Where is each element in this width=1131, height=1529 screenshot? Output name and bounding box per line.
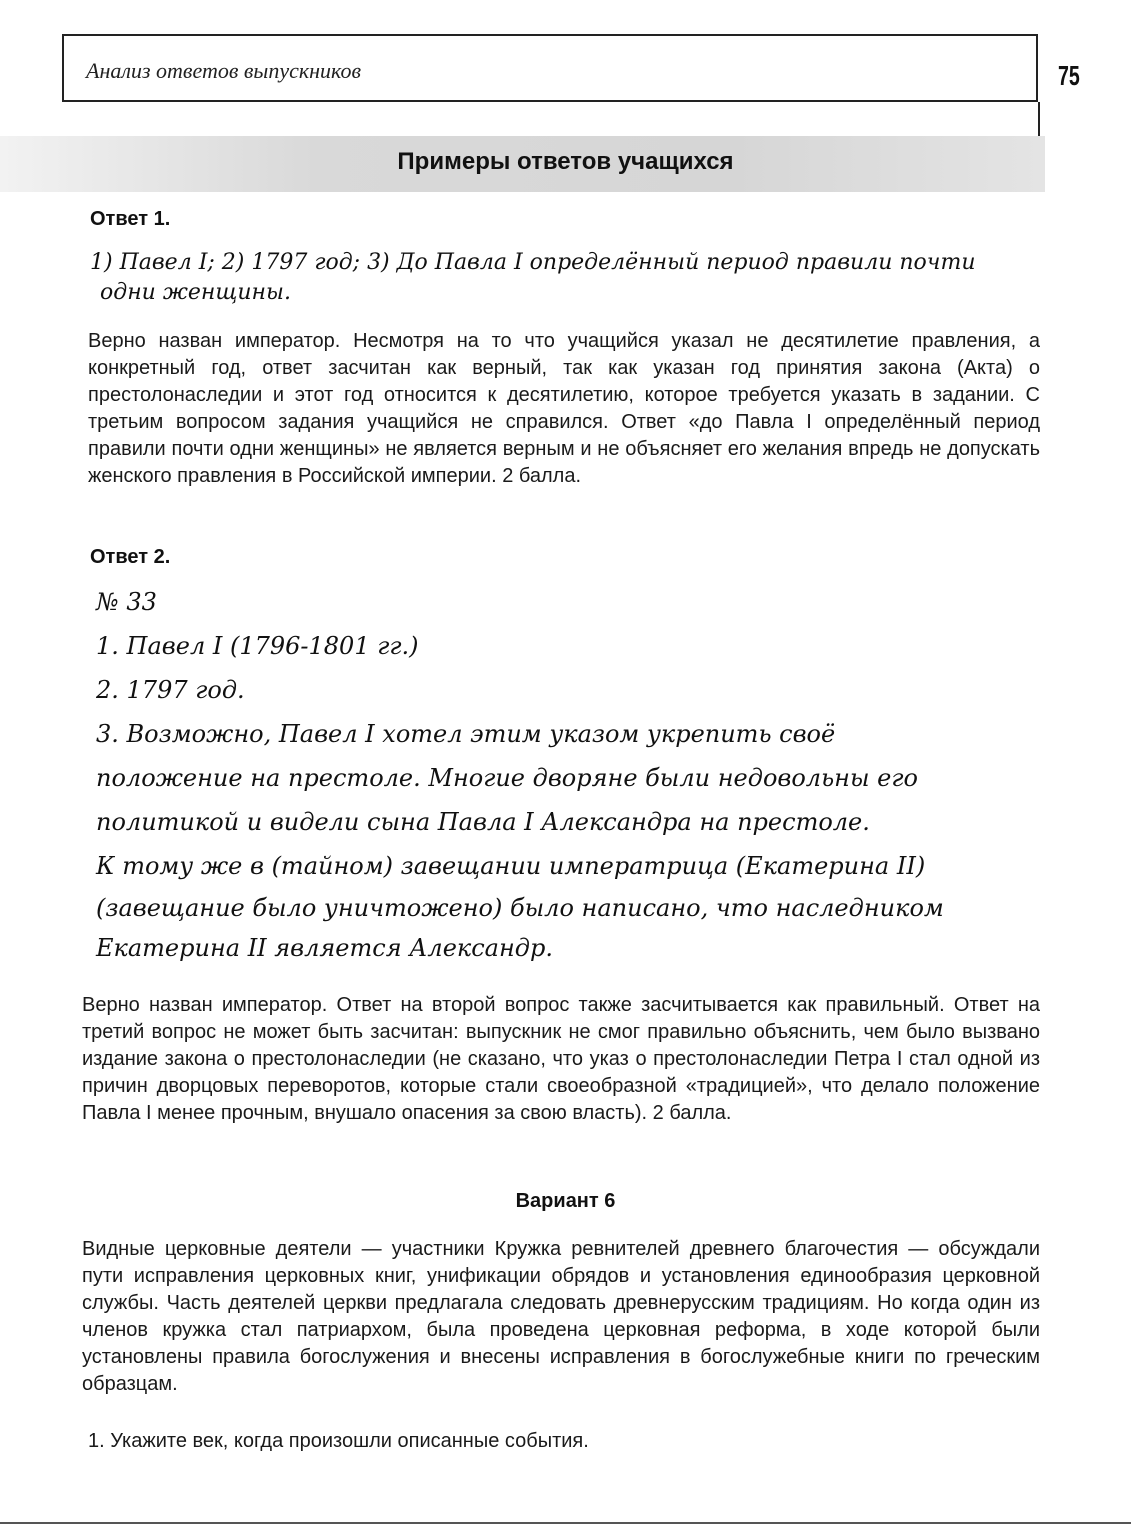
task-item-1: 1. Укажите век, когда произошли описанные события.	[88, 1430, 589, 1452]
bottom-rule	[0, 1522, 1131, 1524]
answer-2-handwriting-line-7: К тому же в (тайном) завещании императрица (Екатерина II)	[96, 852, 926, 880]
answer-1-handwriting-line-2: одни женщины.	[100, 280, 291, 305]
answer-2-handwriting-line-8: (завещание было уничтожено) было написано, что наследником	[96, 894, 944, 922]
answer-2-handwriting-line-1: № 33	[96, 588, 157, 616]
answer-1-label: Ответ 1.	[90, 208, 171, 230]
variant-title: Вариант 6	[515, 1190, 616, 1212]
answer-2-handwriting-line-4: 3. Возможно, Павел I хотел этим указом укрепить своё	[96, 720, 836, 748]
answer-1-handwriting-line-1: 1) Павел I; 2) 1797 год; 3) До Павла I определённый период правили почти	[90, 250, 976, 275]
answer-2-handwriting-line-3: 2. 1797 год.	[96, 676, 245, 704]
answer-2-label: Ответ 2.	[90, 546, 171, 568]
answer-2-handwriting-line-6: политикой и видели сына Павла I Александра на престоле.	[96, 808, 870, 836]
section-title: Примеры ответов учащихся	[397, 148, 734, 175]
answer-2-handwriting-line-5: положение на престоле. Многие дворяне были недовольны его	[96, 764, 918, 792]
running-header	[62, 34, 1038, 102]
answer-2-handwriting-line-2: 1. Павел I (1796-1801 гг.)	[96, 632, 419, 660]
answer-1-comment: Верно назван император. Несмотря на то что учащийся указал не десятилетие правления, а конкретный год, ответ засчитан как верный, так как указан год принятия закона (Акта) о престолонаследии и этот год относится к десятилетию, которое требуется указать в задании. С третьим вопросом задания учащийся не справился. Ответ «до Павла I определённый период правили почти одни женщины» не является верным и не объясняет его желания впредь не допускать женского правления в Российской империи. 2 балла.	[88, 330, 1040, 487]
header-rule-tick	[1038, 102, 1040, 138]
answer-2-comment: Верно назван император. Ответ на второй вопрос также засчитывается как правильный. Ответ на третий вопрос не может быть засчитан: выпускник не смог правильно объяснить, чем было вызвано издание закона о престолонаследии (не сказано, что указ о престолонаследии Петра I стал одной из причин дворцовых переворотов, которые стали своеобразной «традицией», что делало положение Павла I менее прочным, внушало опасения за свою власть). 2 балла.	[82, 994, 1040, 1124]
running-header-title: Анализ ответов выпускников	[86, 58, 362, 83]
variant-text: Видные церковные деятели — участники Кружка ревнителей древнего благочестия — обсуждали пути исправления церковных книг, унификации обрядов и установления единообразия церковной службы. Часть деятелей церкви предлагала следовать древнерусским традициям. Но когда один из членов кружка стал патриархом, была проведена церковная реформа, в ходе которой были установлены правила богослужения и внесены исправления в богослужебные книги по греческим образцам.	[82, 1238, 1040, 1395]
answer-2-handwriting-line-9: Екатерина II является Александр.	[96, 934, 553, 962]
page-number: 75	[1058, 60, 1080, 91]
